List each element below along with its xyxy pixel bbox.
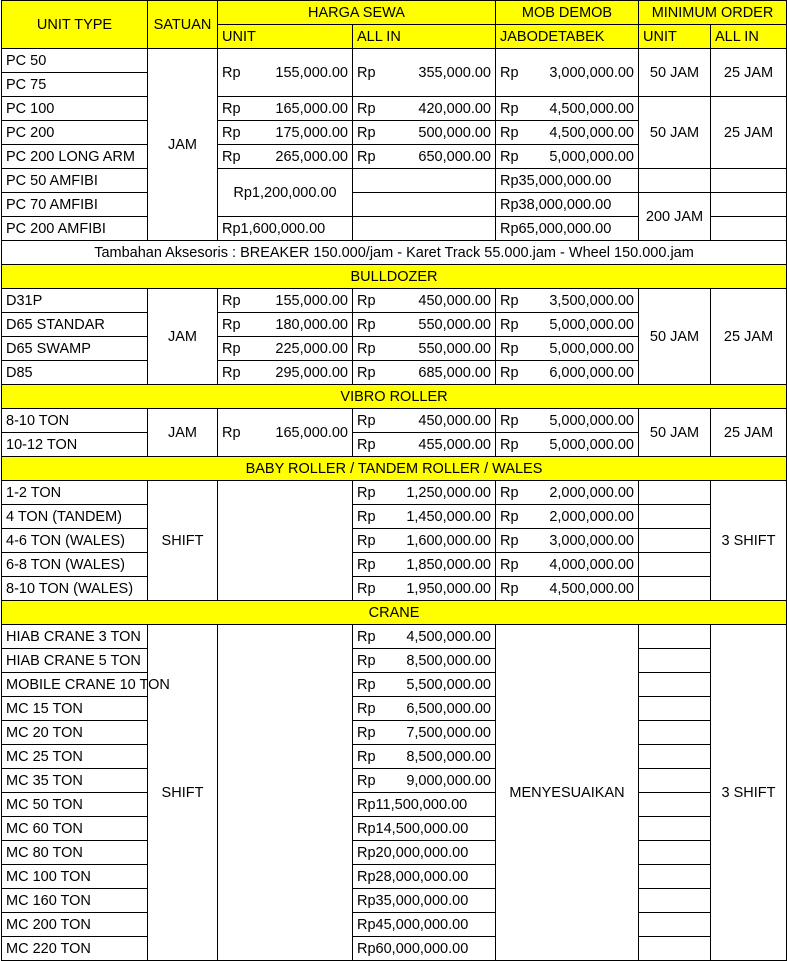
unit-price: Rp 155,000.00	[218, 289, 353, 313]
accessories-row	[2, 241, 787, 265]
min-unit	[639, 769, 711, 793]
section-header-row	[2, 385, 787, 409]
mob-price: Rp 3,000,000.00	[496, 529, 639, 553]
unit-name: 8-10 TON (WALES)	[2, 577, 148, 601]
unit-price: Rp 155,000.00	[218, 49, 353, 97]
table-row	[2, 889, 787, 913]
all-in-price: Rp 8,500,000.00	[353, 745, 496, 769]
unit-name: MC 220 TON	[2, 937, 148, 961]
table-row	[2, 673, 787, 697]
min-all-in: 25 JAM	[711, 289, 787, 385]
satuan-cell: SHIFT	[148, 481, 218, 601]
table-row	[2, 409, 787, 433]
min-unit	[639, 505, 711, 529]
min-all-in: 25 JAM	[711, 49, 787, 97]
min-unit	[639, 913, 711, 937]
table-row	[2, 913, 787, 937]
unit-name: PC 75	[2, 73, 148, 97]
header-satuan: SATUAN	[148, 1, 218, 49]
min-unit	[639, 793, 711, 817]
unit-name: MC 25 TON	[2, 745, 148, 769]
all-in-price	[353, 217, 496, 241]
all-in-price: Rp 550,000.00	[353, 337, 496, 361]
header-row-1	[2, 1, 787, 25]
all-in-price: Rp 14,500,000.00	[353, 817, 496, 841]
mob-price: Rp 2,000,000.00	[496, 481, 639, 505]
unit-name: 8-10 TON	[2, 409, 148, 433]
all-in-price: Rp 1,250,000.00	[353, 481, 496, 505]
satuan-cell: JAM	[148, 289, 218, 385]
header-jabodetabek: JABODETABEK	[496, 25, 639, 49]
table-row	[2, 97, 787, 121]
min-unit	[639, 577, 711, 601]
table-row	[2, 625, 787, 649]
min-unit	[639, 673, 711, 697]
min-unit	[639, 169, 711, 193]
table-row	[2, 577, 787, 601]
all-in-price: Rp 650,000.00	[353, 145, 496, 169]
unit-price: Rp 295,000.00	[218, 361, 353, 385]
all-in-price: Rp 8,500,000.00	[353, 649, 496, 673]
unit-name: D65 STANDAR	[2, 313, 148, 337]
unit-price: Rp 180,000.00	[218, 313, 353, 337]
header-minimum-order: MINIMUM ORDER	[639, 1, 787, 25]
all-in-price: Rp 7,500,000.00	[353, 721, 496, 745]
satuan-cell: JAM	[148, 49, 218, 241]
header-min-all-in: ALL IN	[711, 25, 787, 49]
unit-price: Rp1,200,000.00	[218, 169, 353, 217]
mob-price: MENYESUAIKAN	[496, 625, 639, 961]
min-unit	[639, 697, 711, 721]
all-in-price: Rp 685,000.00	[353, 361, 496, 385]
unit-price: Rp 225,000.00	[218, 337, 353, 361]
unit-price	[218, 481, 353, 601]
table-row	[2, 937, 787, 961]
unit-price	[218, 625, 353, 961]
header-all-in: ALL IN	[353, 25, 496, 49]
section-title-baby-roller: BABY ROLLER / TANDEM ROLLER / WALES	[2, 457, 787, 481]
unit-name: D65 SWAMP	[2, 337, 148, 361]
section-title-vibro-roller: VIBRO ROLLER	[2, 385, 787, 409]
unit-name: MC 80 TON	[2, 841, 148, 865]
all-in-price: Rp 450,000.00	[353, 409, 496, 433]
unit-name: PC 200	[2, 121, 148, 145]
unit-name: 4-6 TON (WALES)	[2, 529, 148, 553]
all-in-price: Rp 500,000.00	[353, 121, 496, 145]
min-unit	[639, 553, 711, 577]
min-unit	[639, 937, 711, 961]
unit-name: PC 200 AMFIBI	[2, 217, 148, 241]
table-row	[2, 553, 787, 577]
table-row	[2, 481, 787, 505]
table-row	[2, 169, 787, 193]
section-title-bulldozer: BULLDOZER	[2, 265, 787, 289]
all-in-price: Rp 1,450,000.00	[353, 505, 496, 529]
all-in-price	[353, 169, 496, 193]
all-in-price: Rp 455,000.00	[353, 433, 496, 457]
unit-name: 1-2 TON	[2, 481, 148, 505]
table-row	[2, 697, 787, 721]
unit-name: MC 160 TON	[2, 889, 148, 913]
min-all-in: 3 SHIFT	[711, 481, 787, 601]
unit-name: PC 70 AMFIBI	[2, 193, 148, 217]
mob-price: Rp35,000,000.00	[496, 169, 639, 193]
min-all-in: 3 SHIFT	[711, 625, 787, 961]
mob-price: Rp 4,500,000.00	[496, 577, 639, 601]
mob-price: Rp 6,000,000.00	[496, 361, 639, 385]
unit-price: Rp 175,000.00	[218, 121, 353, 145]
table-row	[2, 193, 787, 217]
mob-price: Rp 4,000,000.00	[496, 553, 639, 577]
section-title-crane: CRANE	[2, 601, 787, 625]
unit-name: D31P	[2, 289, 148, 313]
header-mob-demob: MOB DEMOB	[496, 1, 639, 25]
mob-price: Rp 5,000,000.00	[496, 409, 639, 433]
satuan-cell: JAM	[148, 409, 218, 457]
unit-price: Rp 165,000.00	[218, 97, 353, 121]
header-unit: UNIT	[218, 25, 353, 49]
min-all-in	[711, 193, 787, 217]
unit-name: 10-12 TON	[2, 433, 148, 457]
unit-name: 6-8 TON (WALES)	[2, 553, 148, 577]
table-row	[2, 769, 787, 793]
table-row	[2, 649, 787, 673]
price-table	[1, 0, 787, 961]
unit-name: PC 100	[2, 97, 148, 121]
min-unit	[639, 817, 711, 841]
mob-price: Rp 5,000,000.00	[496, 433, 639, 457]
min-unit: 50 JAM	[639, 49, 711, 97]
all-in-price: Rp 35,000,000.00	[353, 889, 496, 913]
unit-price: Rp1,600,000.00	[218, 217, 353, 241]
all-in-price: Rp 4,500,000.00	[353, 625, 496, 649]
all-in-price: Rp 450,000.00	[353, 289, 496, 313]
min-unit	[639, 649, 711, 673]
min-all-in: 25 JAM	[711, 409, 787, 457]
header-harga-sewa: HARGA SEWA	[218, 1, 496, 25]
mob-price: Rp 2,000,000.00	[496, 505, 639, 529]
all-in-price: Rp 60,000,000.00	[353, 937, 496, 961]
min-unit	[639, 625, 711, 649]
mob-price: Rp 3,000,000.00	[496, 49, 639, 97]
accessories-note: Tambahan Aksesoris : BREAKER 150.000/jam - Karet Track 55.000.jam - Wheel 150.000.jam	[2, 241, 787, 265]
all-in-price: Rp 6,500,000.00	[353, 697, 496, 721]
mob-price: Rp 3,500,000.00	[496, 289, 639, 313]
all-in-price: Rp 1,850,000.00	[353, 553, 496, 577]
section-header-row	[2, 265, 787, 289]
satuan-cell: SHIFT	[148, 625, 218, 961]
unit-name: PC 50	[2, 49, 148, 73]
section-header-row	[2, 457, 787, 481]
table-row	[2, 529, 787, 553]
min-unit: 50 JAM	[639, 289, 711, 385]
unit-name: MC 200 TON	[2, 913, 148, 937]
min-unit	[639, 841, 711, 865]
table-row	[2, 793, 787, 817]
unit-name: MC 100 TON	[2, 865, 148, 889]
mob-price: Rp 4,500,000.00	[496, 97, 639, 121]
unit-name: PC 50 AMFIBI	[2, 169, 148, 193]
unit-name: MOBILE CRANE 10 TON	[2, 673, 148, 697]
min-unit: 50 JAM	[639, 409, 711, 457]
unit-name: MC 20 TON	[2, 721, 148, 745]
unit-name: D85	[2, 361, 148, 385]
unit-name: 4 TON (TANDEM)	[2, 505, 148, 529]
all-in-price: Rp 20,000,000.00	[353, 841, 496, 865]
min-unit	[639, 529, 711, 553]
mob-price: Rp38,000,000.00	[496, 193, 639, 217]
unit-price: Rp 165,000.00	[218, 409, 353, 457]
min-unit: 200 JAM	[639, 193, 711, 241]
min-unit	[639, 721, 711, 745]
section-header-row	[2, 601, 787, 625]
unit-name: MC 60 TON	[2, 817, 148, 841]
min-all-in	[711, 217, 787, 241]
all-in-price: Rp 1,600,000.00	[353, 529, 496, 553]
mob-price: Rp 5,000,000.00	[496, 145, 639, 169]
min-unit	[639, 481, 711, 505]
unit-name: MC 35 TON	[2, 769, 148, 793]
header-unit-type: UNIT TYPE	[2, 1, 148, 49]
table-row	[2, 817, 787, 841]
table-row	[2, 865, 787, 889]
all-in-price: Rp 420,000.00	[353, 97, 496, 121]
unit-name: PC 200 LONG ARM	[2, 145, 148, 169]
table-row	[2, 841, 787, 865]
table-row	[2, 289, 787, 313]
all-in-price: Rp 355,000.00	[353, 49, 496, 97]
all-in-price: Rp 28,000,000.00	[353, 865, 496, 889]
all-in-price: Rp 11,500,000.00	[353, 793, 496, 817]
all-in-price: Rp 5,500,000.00	[353, 673, 496, 697]
table-row	[2, 745, 787, 769]
table-row	[2, 49, 787, 73]
mob-price: Rp 5,000,000.00	[496, 313, 639, 337]
min-all-in	[711, 169, 787, 193]
all-in-price: Rp 1,950,000.00	[353, 577, 496, 601]
header-min-unit: UNIT	[639, 25, 711, 49]
mob-price: Rp65,000,000.00	[496, 217, 639, 241]
unit-name: HIAB CRANE 3 TON	[2, 625, 148, 649]
all-in-price: Rp 9,000,000.00	[353, 769, 496, 793]
min-unit: 50 JAM	[639, 97, 711, 169]
all-in-price	[353, 193, 496, 217]
min-all-in: 25 JAM	[711, 97, 787, 169]
all-in-price: Rp 550,000.00	[353, 313, 496, 337]
unit-price: Rp 265,000.00	[218, 145, 353, 169]
unit-name: MC 15 TON	[2, 697, 148, 721]
all-in-price: Rp 45,000,000.00	[353, 913, 496, 937]
min-unit	[639, 889, 711, 913]
mob-price: Rp 4,500,000.00	[496, 121, 639, 145]
min-unit	[639, 865, 711, 889]
table-row	[2, 721, 787, 745]
table-row	[2, 505, 787, 529]
min-unit	[639, 745, 711, 769]
unit-name: HIAB CRANE 5 TON	[2, 649, 148, 673]
unit-name: MC 50 TON	[2, 793, 148, 817]
mob-price: Rp 5,000,000.00	[496, 337, 639, 361]
